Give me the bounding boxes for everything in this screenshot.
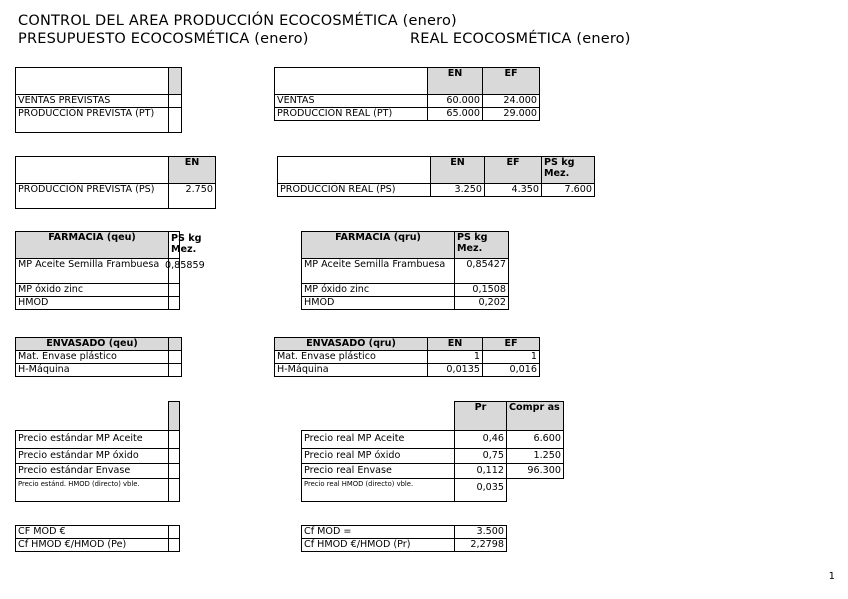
farmacia-qru-header: FARMACIA (qru) bbox=[302, 232, 455, 259]
col-ps: PS kg Mez. bbox=[171, 233, 202, 255]
real-title: REAL ECOCOSMÉTICA (enero) bbox=[410, 31, 631, 47]
cf-hmod-pr: 2,2798 bbox=[455, 539, 507, 552]
col-ps: PS kg Mez. bbox=[542, 157, 595, 184]
envasado-qru-header: ENVASADO (qru) bbox=[275, 338, 428, 351]
mp-aceite-qru: 0,85427 bbox=[455, 259, 509, 284]
presupuesto-title: PRESUPUESTO ECOCOSMÉTICA (enero) bbox=[18, 31, 309, 47]
precio-real-envase-label: Precio real Envase bbox=[302, 463, 455, 478]
produccion-prevista-pt-label: PRODUCCIÓN PREVISTA (PT) bbox=[16, 108, 169, 133]
table-produccion-prevista-ps bbox=[15, 156, 216, 209]
table-envasado-qru bbox=[274, 337, 540, 377]
col-en: EN bbox=[428, 68, 483, 95]
precio-real-aceite-label: Precio real MP Aceite bbox=[302, 430, 455, 448]
hmod-qru: 0,202 bbox=[455, 297, 509, 310]
ventas-previstas-label: VENTAS PREVISTAS bbox=[16, 95, 169, 108]
envase-plastico-label: Mat. Envase plástico bbox=[16, 351, 169, 364]
cf-mod-real-label: Cf MOD = bbox=[302, 526, 455, 539]
table-farmacia-qru bbox=[301, 231, 509, 310]
produccion-real-ps-ps: 7.600 bbox=[542, 184, 595, 197]
cf-mod-real: 3.500 bbox=[455, 526, 507, 539]
produccion-ef: 29.000 bbox=[483, 108, 540, 121]
mp-oxido-label: MP óxido zinc bbox=[302, 284, 455, 297]
precio-estandar-oxido-label: Precio estándar MP óxido bbox=[16, 448, 169, 463]
compras-envase: 96.300 bbox=[507, 463, 564, 478]
mp-aceite-qeu: 0,85859 bbox=[165, 260, 205, 271]
table-ventas-previstas bbox=[15, 67, 182, 133]
col-pr: Pr bbox=[455, 402, 507, 431]
farmacia-qeu-header: FARMACIA (qeu) bbox=[16, 232, 169, 259]
col-en: EN bbox=[428, 338, 483, 351]
page-title: CONTROL DEL AREA PRODUCCIÓN ECOCOSMÉTICA (enero) bbox=[18, 13, 457, 29]
col-ef: EF bbox=[483, 68, 540, 95]
produccion-real-pt-label: PRODUCCIÓN REAL (PT) bbox=[275, 108, 428, 121]
produccion-prevista-ps-en: 2.750 bbox=[169, 184, 216, 209]
precio-real-oxido: 0,75 bbox=[455, 448, 507, 463]
hmod-label: HMOD bbox=[302, 297, 455, 310]
h-maquina-label: H-Máquina bbox=[16, 364, 169, 377]
mp-aceite-label: MP Aceite Semilla Frambuesa bbox=[302, 259, 455, 284]
cf-hmod-pr-label: Cf HMOD €/HMOD (Pr) bbox=[302, 539, 455, 552]
mp-oxido-qru: 0,1508 bbox=[455, 284, 509, 297]
precio-estandar-aceite-label: Precio estándar MP Aceite bbox=[16, 430, 169, 448]
col-en: EN bbox=[169, 157, 216, 184]
precio-real-envase: 0,112 bbox=[455, 463, 507, 478]
precio-estandar-hmod-label: Precio estánd. HMOD (directo) vble. bbox=[16, 478, 169, 501]
produccion-real-ps-ef: 4.350 bbox=[485, 184, 542, 197]
envasado-qeu-header: ENVASADO (qeu) bbox=[16, 338, 169, 351]
produccion-real-ps-en: 3.250 bbox=[431, 184, 485, 197]
precio-real-hmod-label: Precio real HMOD (directo) vble. bbox=[302, 478, 455, 501]
table-produccion-real-ps bbox=[277, 156, 595, 197]
produccion-prevista-ps-label: PRODUCCIÓN PREVISTA (PS) bbox=[16, 184, 169, 209]
h-maquina-label: H-Máquina bbox=[275, 364, 428, 377]
precio-real-hmod: 0,035 bbox=[455, 478, 507, 501]
table-envasado-qeu bbox=[15, 337, 182, 377]
col-ps: PS kg Mez. bbox=[455, 232, 509, 259]
produccion-real-ps-label: PRODUCCIÓN REAL (PS) bbox=[278, 184, 431, 197]
table-cf-estandar bbox=[15, 525, 180, 552]
precio-real-aceite: 0,46 bbox=[455, 430, 507, 448]
precio-estandar-envase-label: Precio estándar Envase bbox=[16, 463, 169, 478]
ventas-en: 60.000 bbox=[428, 95, 483, 108]
envase-en: 1 bbox=[428, 351, 483, 364]
compras-oxido: 1.250 bbox=[507, 448, 564, 463]
col-ef: EF bbox=[483, 338, 540, 351]
hmod-label: HMOD bbox=[16, 297, 169, 310]
col-compras: Compr as bbox=[507, 402, 564, 431]
table-farmacia-qeu bbox=[15, 231, 205, 310]
table-cf-real bbox=[301, 525, 507, 552]
mp-oxido-label: MP óxido zinc bbox=[16, 284, 169, 297]
col-ef: EF bbox=[485, 157, 542, 184]
page-number: 1 bbox=[828, 571, 835, 582]
table-ventas-reales bbox=[274, 67, 540, 121]
col-en: EN bbox=[431, 157, 485, 184]
cf-mod-label: CF MOD € bbox=[16, 526, 169, 539]
compras-aceite: 6.600 bbox=[507, 430, 564, 448]
table-precios-estandar bbox=[15, 401, 180, 502]
envase-plastico-label: Mat. Envase plástico bbox=[275, 351, 428, 364]
produccion-en: 65.000 bbox=[428, 108, 483, 121]
ventas-ef: 24.000 bbox=[483, 95, 540, 108]
precio-real-oxido-label: Precio real MP óxido bbox=[302, 448, 455, 463]
envase-ef: 1 bbox=[483, 351, 540, 364]
mp-aceite-label: MP Aceite Semilla Frambuesa bbox=[16, 259, 169, 284]
cf-hmod-pe-label: Cf HMOD €/HMOD (Pe) bbox=[16, 539, 169, 552]
maquina-en: 0,0135 bbox=[428, 364, 483, 377]
maquina-ef: 0,016 bbox=[483, 364, 540, 377]
ventas-label: VENTAS bbox=[275, 95, 428, 108]
table-precios-reales bbox=[301, 401, 564, 502]
